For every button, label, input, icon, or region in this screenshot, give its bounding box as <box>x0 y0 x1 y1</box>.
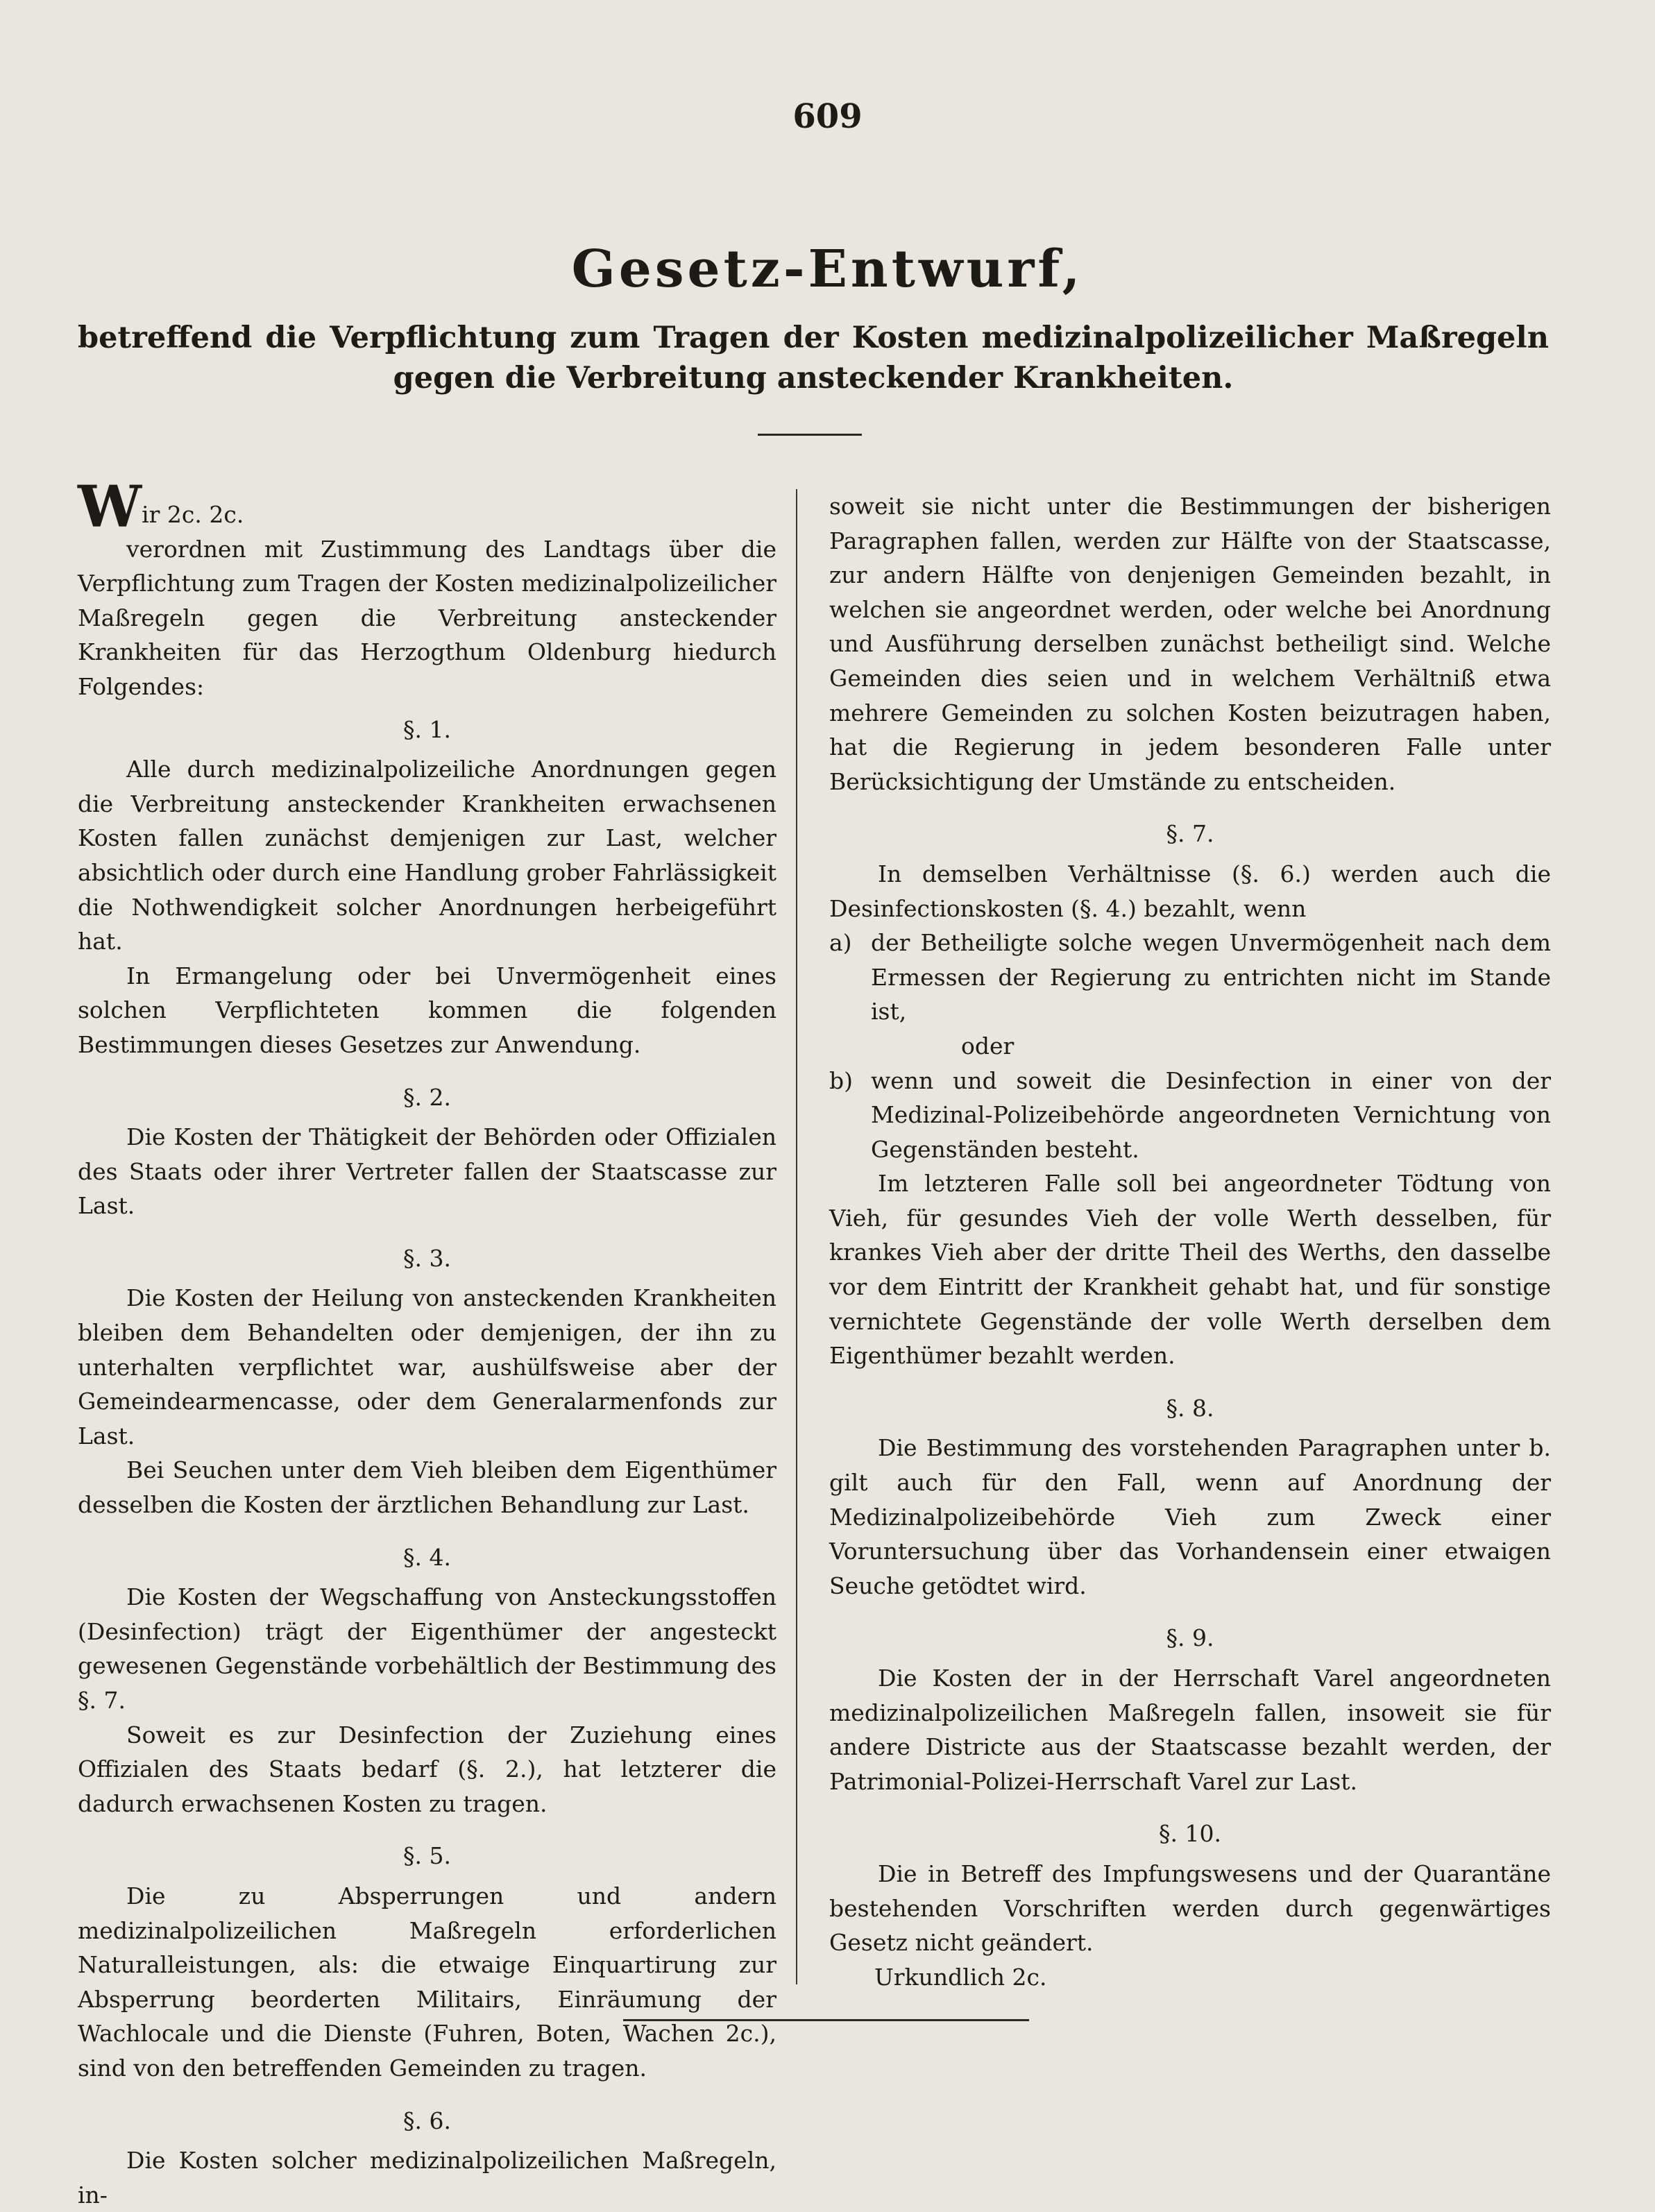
section-heading-8: §. 8. <box>1166 1394 1214 1422</box>
title-divider <box>758 434 862 436</box>
section-7-item-a <box>829 926 1551 1029</box>
section-7-paragraph-2: Im letzteren Falle soll bei angeordneter Tödtung von Vieh, für gesundes Vieh der volle Werth desselben, für krankes Vieh aber der dritte Theil des Werths, den dasselbe vor dem Eintritt der Krankheit gehabt hat, und für sonstige vernichtete Gegenstände der volle Werth derselben dem Eigenthümer bezahlt werden. <box>829 1170 1551 1370</box>
bottom-rule <box>623 2019 1029 2021</box>
section-1-paragraph-1: Alle durch medizinalpolizeiliche Anordnungen gegen die Verbreitung ansteckender Krankheiten erwachsenen Kosten fallen zunächst demjenigen zur Last, welcher absichtlich oder durch eine Handlung grober Fahrlässigkeit die Nothwendigkeit solcher Anordnungen herbeigeführt hat. <box>78 756 776 955</box>
section-heading-10: §. 10. <box>1159 1820 1221 1848</box>
item-a-text: der Betheiligte solche wegen Unvermögenheit nach dem Ermessen der Regierung zu entrichten nicht im Stande ist, <box>871 929 1551 1026</box>
section-heading-2: §. 2. <box>403 1083 451 1111</box>
section-heading-9: §. 9. <box>1166 1624 1214 1652</box>
section-heading-5: §. 5. <box>403 1842 451 1870</box>
section-2-paragraph-1: Die Kosten der Thätigkeit der Behörden oder Offizialen des Staats oder ihrer Vertreter fallen der Staatscasse zur Last. <box>78 1123 776 1220</box>
section-heading-3: §. 3. <box>403 1244 451 1272</box>
preamble: verordnen mit Zustimmung des Landtags über die Verpflichtung zum Tragen der Kosten medizinalpolizeilicher Maßregeln gegen die Verbreitung ansteckender Krankheiten für das Herzogthum Oldenburg hiedurch Folgendes: <box>78 535 776 700</box>
law-title: Gesetz-Entwurf, <box>571 239 1084 299</box>
section-7-intro: In demselben Verhältnisse (§. 6.) werden auch die Desinfectionskosten (§. 4.) bezahlt, wenn <box>829 860 1551 922</box>
closing-formula: Urkundlich 2c. <box>874 1963 1047 1991</box>
section-heading-7: §. 7. <box>1166 820 1214 848</box>
opening-formula <box>78 474 776 541</box>
section-7-item-b <box>829 1064 1551 1167</box>
column-divider <box>796 489 797 1984</box>
section-5-paragraph-1: Die zu Absperrungen und andern medizinalpolizeilichen Maßregeln erforderlichen Naturalleistungen, als: die etwaige Einquartirung zur Absperrung beorderten Militairs, Einräumung der Wachlocale und die Dienste (Fuhren, Boten, Wachen 2c.), sind von den betreffenden Gemeinden zu tragen. <box>78 1882 776 2082</box>
item-a-marker: a) <box>829 929 852 957</box>
section-7-or: oder <box>961 1032 1015 1060</box>
law-subtitle: betreffend die Verpflichtung zum Tragen der Kosten medizinalpolizeilicher Maßregeln gegen die Verbreitung ansteckender Krankheiten. <box>78 321 1549 395</box>
item-b-marker: b) <box>829 1066 853 1094</box>
section-4-paragraph-2: Soweit es zur Desinfection der Zuziehung eines Offizialen des Staats bedarf (§. 2.), hat letzterer die dadurch erwachsenen Kosten zu tragen. <box>78 1721 776 1817</box>
section-4-paragraph-1: Die Kosten der Wegschaffung von Ansteckungsstoffen (Desinfection) trägt der Eigenthümer der angesteckt gewesenen Gegenstände vorbehältlich der Bestimmung des §. 7. <box>78 1583 776 1714</box>
section-heading-4: §. 4. <box>403 1543 451 1571</box>
section-1-paragraph-2: In Ermangelung oder bei Unvermögenheit eines solchen Verpflichteten kommen die folgenden Bestimmungen dieses Gesetzes zur Anwendung. <box>78 962 776 1058</box>
section-6-paragraph-start: Die Kosten solcher medizinalpolizeilichen Maßregeln, in- <box>78 2147 776 2209</box>
section-8-paragraph-1: Die Bestimmung des vorstehenden Paragraphen unter b. gilt auch für den Fall, wenn auf Anordnung der Medizinalpolizeibehörde Vieh zum Zweck einer Voruntersuchung über das Vorhandensein einer etwaigen Seuche getödtet wird. <box>829 1434 1551 1599</box>
section-heading-1: §. 1. <box>403 715 451 743</box>
right-column <box>829 489 1551 1994</box>
section-3-paragraph-2: Bei Seuchen unter dem Vieh bleiben dem Eigenthümer desselben die Kosten der ärztlichen Behandlung zur Last. <box>78 1456 776 1519</box>
page-number: 609 <box>792 97 863 136</box>
section-9-paragraph-1: Die Kosten der in der Herrschaft Varel angeordneten medizinalpolizeilichen Maßregeln fallen, insoweit sie für andere Districte aus der Staatscasse bezahlt werden, der Patrimonial-Polizei-Herrschaft Varel zur Last. <box>829 1665 1551 1795</box>
section-3-paragraph-1: Die Kosten der Heilung von ansteckenden Krankheiten bleiben dem Behandelten oder demjenigen, der ihn zu unterhalten verpflichtet war, aushülfsweise aber der Gemeindearmencasse, oder dem Generalarmenfonds zur Last. <box>78 1284 776 1449</box>
section-6-paragraph-continued: soweit sie nicht unter die Bestimmungen der bisherigen Paragraphen fallen, werden zur Hälfte von der Staatscasse, zur andern Hälfte von denjenigen Gemeinden bezahlt, in welchen sie angeordnet werden, oder welche bei Anordnung und Ausführung derselben zunächst betheiligt sind. Welche Gemeinden dies seien und in welchem Verhältniß etwa mehrere Gemeinden zu solchen Kosten beizutragen haben, hat die Regierung in jedem besonderen Falle unter Berücksichtigung der Umstände zu entscheiden. <box>829 493 1551 795</box>
drop-cap: W <box>78 474 142 541</box>
section-10-paragraph-1: Die in Betreff des Impfungswesens und der Quarantäne bestehenden Vorschriften werden durch gegenwärtiges Gesetz nicht geändert. <box>829 1860 1551 1957</box>
section-heading-6: §. 6. <box>403 2107 451 2134</box>
item-b-text: wenn und soweit die Desinfection in einer von der Medizinal-Polizeibehörde angeordneten Vernichtung von Gegenständen besteht. <box>871 1066 1551 1163</box>
left-column <box>78 474 776 2212</box>
opening-text: ir 2c. 2c. <box>142 501 244 528</box>
